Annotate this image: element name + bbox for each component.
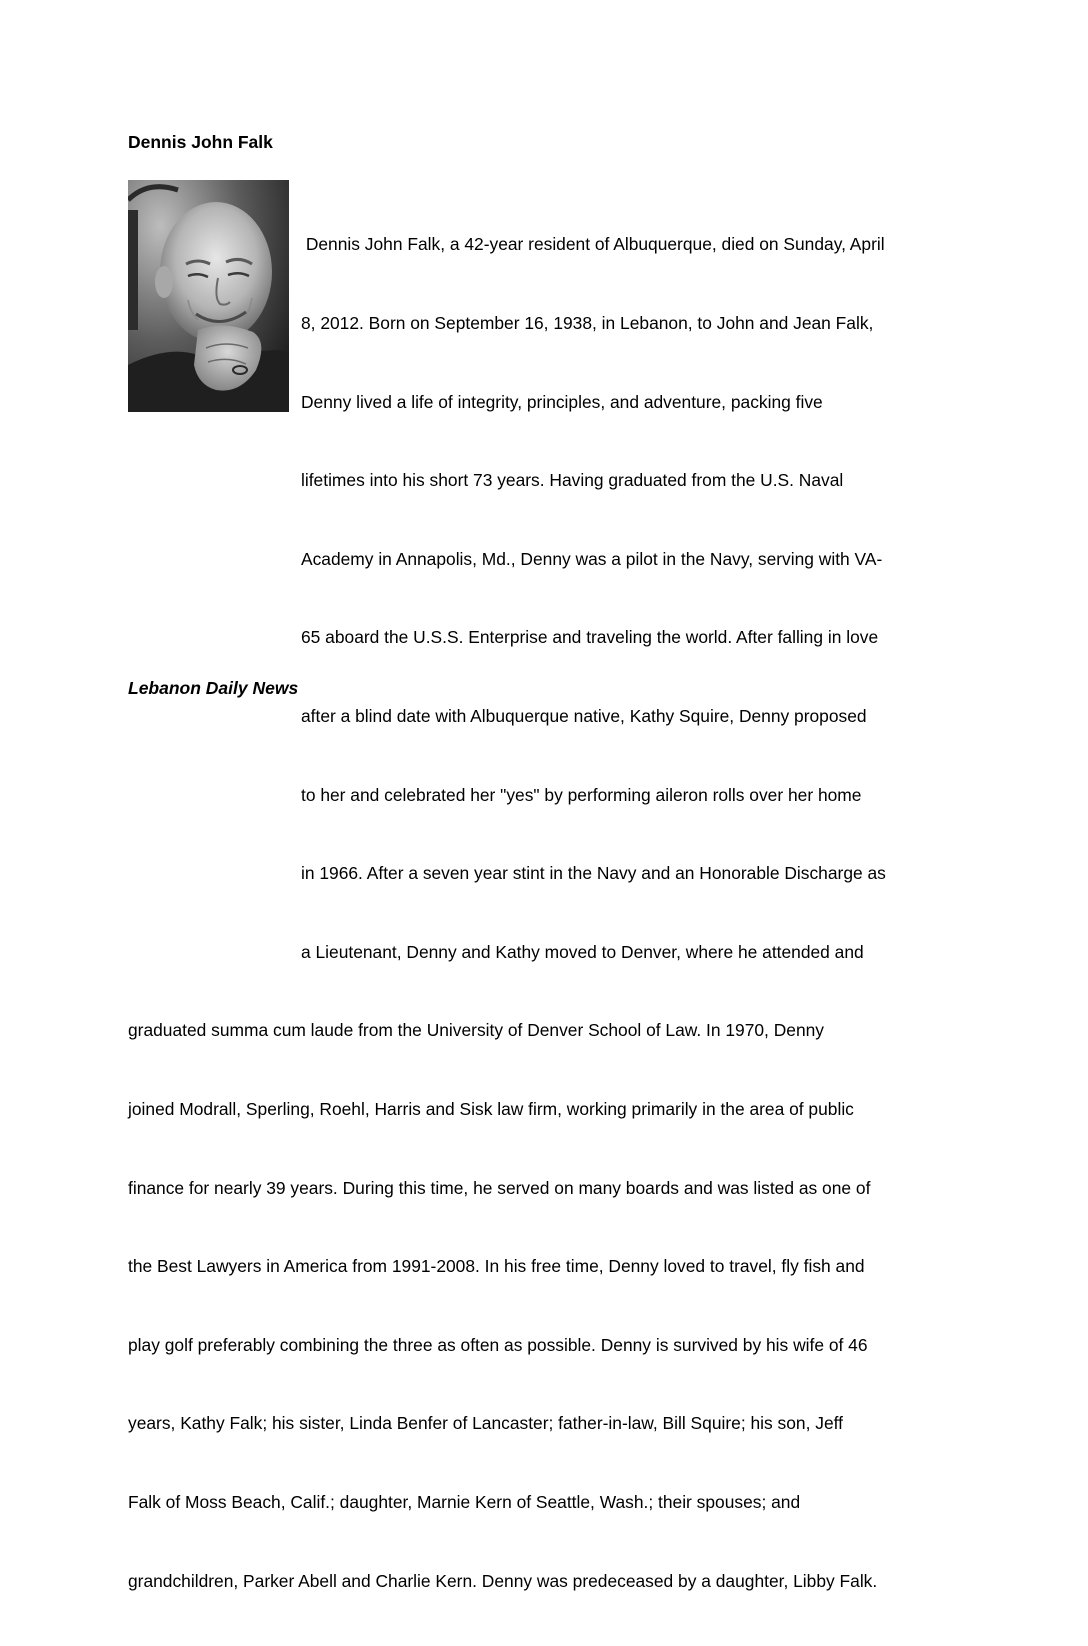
body-line: Academy in Annapolis, Md., Denny was a pilot in the Navy, serving with VA- bbox=[301, 548, 883, 569]
body-line: Falk of Moss Beach, Calif.; daughter, Marnie Kern of Seattle, Wash.; their spouses; and bbox=[128, 1491, 801, 1512]
body-line: joined Modrall, Sperling, Roehl, Harris and Sisk law firm, working primarily in the area of public bbox=[128, 1098, 854, 1119]
body-line: years, Kathy Falk; his sister, Linda Benfer of Lancaster; father-in-law, Bill Squire; his son, Jeff bbox=[128, 1413, 843, 1434]
body-line: 8, 2012. Born on September 16, 1938, in Lebanon, to John and Jean Falk, bbox=[301, 313, 874, 333]
obituary-body bbox=[128, 179, 968, 1646]
body-line: after a blind date with Albuquerque native, Kathy Squire, Denny proposed bbox=[301, 705, 867, 726]
body-line: lifetimes into his short 73 years. Having graduated from the U.S. Naval bbox=[301, 470, 844, 491]
body-line: to her and celebrated her "yes" by performing aileron rolls over her home bbox=[301, 784, 862, 805]
publication-source: Lebanon Daily News bbox=[128, 678, 299, 698]
body-line: Denny lived a life of integrity, principles, and adventure, packing five bbox=[301, 391, 823, 412]
body-line: the Best Lawyers in America from 1991-2008. In his free time, Denny loved to travel, fly fish and bbox=[128, 1256, 865, 1277]
obituary-title: Dennis John Falk bbox=[128, 132, 273, 152]
body-line: graduated summa cum laude from the University of Denver School of Law. In 1970, Denny bbox=[128, 1020, 824, 1041]
body-line: 65 aboard the U.S.S. Enterprise and traveling the world. After falling in love bbox=[301, 627, 879, 648]
body-line: Dennis John Falk, a 42-year resident of Albuquerque, died on Sunday, April bbox=[301, 234, 885, 255]
body-line: finance for nearly 39 years. During this time, he served on many boards and was listed as one of bbox=[128, 1177, 871, 1198]
body-line: play golf preferably combining the three as often as possible. Denny is survived by his wife of 46 bbox=[128, 1334, 868, 1355]
body-line: a Lieutenant, Denny and Kathy moved to Denver, where he attended and bbox=[301, 941, 864, 962]
body-line: in 1966. After a seven year stint in the Navy and an Honorable Discharge as bbox=[301, 863, 886, 884]
body-line: grandchildren, Parker Abell and Charlie Kern. Denny was predeceased by a daughter, Libby Falk. bbox=[128, 1570, 878, 1591]
